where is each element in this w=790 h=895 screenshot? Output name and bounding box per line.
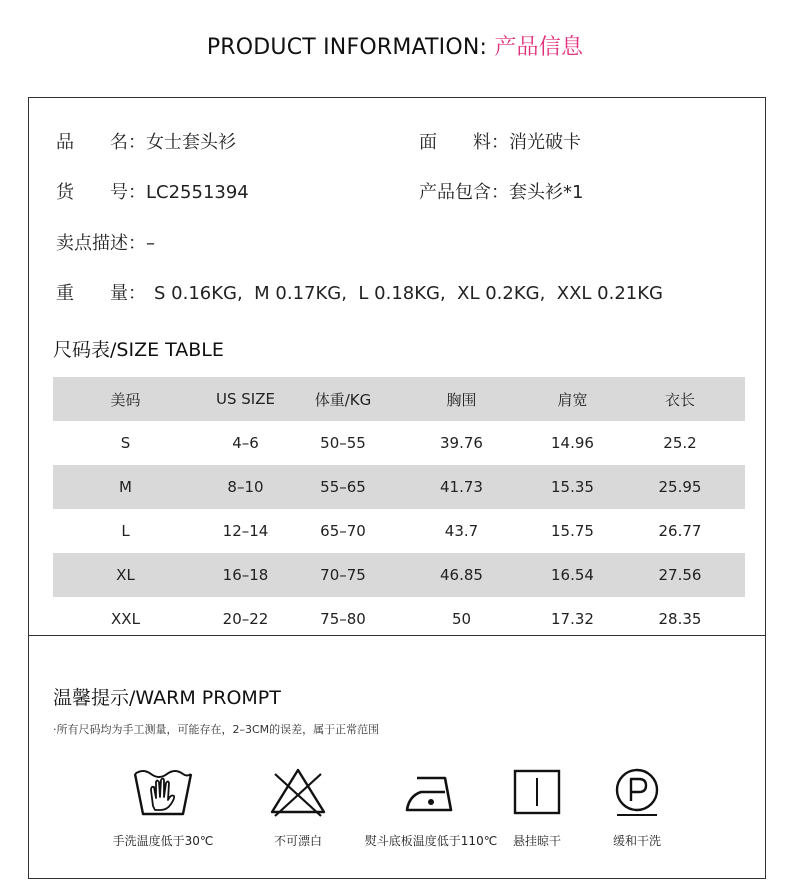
care-label: 熨斗底板温度低于110℃ bbox=[364, 834, 498, 848]
care-item-hand-wash bbox=[93, 766, 233, 849]
iron-low-icon bbox=[403, 766, 459, 818]
name-row bbox=[56, 128, 236, 154]
table-cell: 39.76 bbox=[440, 434, 483, 452]
warm-prompt-title: 温馨提示/WARM PROMPT bbox=[53, 687, 281, 709]
fabric-row bbox=[419, 128, 581, 154]
table-header-cell: 肩宽 bbox=[530, 377, 615, 421]
measurement-note: ·所有尺码均为手工测量，可能存在，2–3CM的误差，属于正常范围 bbox=[53, 723, 380, 736]
table-cell: 16–18 bbox=[198, 553, 293, 597]
table-cell: 50 bbox=[451, 610, 472, 628]
size-table bbox=[53, 377, 745, 641]
care-label: 缓和干洗 bbox=[612, 834, 661, 848]
table-header-cell: US SIZE bbox=[198, 377, 293, 421]
table-cell: 70–75 bbox=[293, 553, 393, 597]
table-cell: 75–80 bbox=[320, 610, 366, 628]
includes-value: 套头衫*1 bbox=[509, 182, 584, 203]
table-cell: 20–22 bbox=[222, 610, 269, 628]
care-label: 不可漂白 bbox=[273, 834, 322, 848]
table-cell: 55–65 bbox=[293, 465, 393, 509]
table-cell: 26.77 bbox=[658, 522, 702, 540]
table-cell: 25.2 bbox=[663, 434, 697, 452]
table-header-cell: 美码 bbox=[53, 377, 198, 421]
care-label: 悬挂晾干 bbox=[512, 834, 561, 848]
no-bleach-icon bbox=[267, 766, 329, 818]
fabric-label: 面 料： bbox=[419, 132, 509, 153]
selling-label: 卖点描述： bbox=[56, 233, 146, 254]
dry-clean-p-icon bbox=[611, 766, 663, 818]
table-cell: 43.7 bbox=[444, 522, 479, 540]
table-cell: M bbox=[53, 465, 198, 509]
care-item-no-bleach bbox=[228, 766, 368, 849]
sku-value: LC2551394 bbox=[146, 182, 249, 203]
table-cell: S bbox=[120, 434, 131, 452]
table-row bbox=[53, 421, 745, 465]
table-cell: 46.85 bbox=[393, 553, 530, 597]
table-cell: 14.96 bbox=[551, 434, 594, 452]
includes-row bbox=[419, 178, 583, 204]
page-title-en: PRODUCT INFORMATION: bbox=[206, 35, 495, 60]
table-cell: 28.35 bbox=[658, 610, 702, 628]
table-cell: XL bbox=[53, 553, 198, 597]
table-cell: L bbox=[121, 522, 130, 540]
table-header-cell: 胸围 bbox=[393, 377, 530, 421]
includes-label: 产品包含： bbox=[419, 182, 509, 203]
fabric-value: 消光破卡 bbox=[509, 132, 581, 153]
page-title bbox=[0, 30, 790, 61]
size-table-title: 尺码表/SIZE TABLE bbox=[53, 339, 224, 361]
name-label: 品 名： bbox=[56, 132, 146, 153]
line-dry-icon bbox=[512, 766, 562, 818]
weight-label: 重 量： bbox=[56, 283, 146, 304]
product-info-panel bbox=[28, 97, 766, 636]
care-label: 手洗温度低于30℃ bbox=[112, 834, 214, 848]
sku-row bbox=[56, 178, 249, 204]
table-row bbox=[53, 465, 745, 509]
table-cell: 16.54 bbox=[530, 553, 615, 597]
weight-row bbox=[56, 279, 663, 305]
table-row bbox=[53, 509, 745, 553]
weight-value: S 0.16KG, M 0.17KG, L 0.18KG, XL 0.2KG, XXL 0.21KG bbox=[154, 283, 664, 304]
table-cell: 8–10 bbox=[198, 465, 293, 509]
table-cell: 12–14 bbox=[222, 522, 269, 540]
care-item-dry-clean bbox=[567, 766, 707, 849]
table-cell: 4–6 bbox=[232, 434, 259, 452]
sku-label: 货 号： bbox=[56, 182, 146, 203]
table-header-row bbox=[53, 377, 745, 421]
name-value: 女士套头衫 bbox=[146, 132, 236, 153]
table-cell: 15.75 bbox=[551, 522, 594, 540]
warm-prompt-panel bbox=[28, 635, 766, 879]
table-cell: 15.35 bbox=[530, 465, 615, 509]
table-row bbox=[53, 553, 745, 597]
table-cell: 41.73 bbox=[393, 465, 530, 509]
table-header-cell: 衣长 bbox=[615, 377, 745, 421]
selling-row bbox=[56, 229, 155, 255]
page-title-cn: 产品信息 bbox=[494, 35, 584, 60]
selling-value: – bbox=[146, 233, 155, 254]
table-cell: 65–70 bbox=[320, 522, 366, 540]
table-cell: 27.56 bbox=[615, 553, 745, 597]
hand-wash-30-icon bbox=[131, 766, 195, 818]
table-cell: 50–55 bbox=[320, 434, 366, 452]
table-header-cell: 体重/KG bbox=[293, 377, 393, 421]
table-cell: XXL bbox=[111, 610, 140, 628]
table-cell: 25.95 bbox=[615, 465, 745, 509]
table-cell: 17.32 bbox=[551, 610, 594, 628]
